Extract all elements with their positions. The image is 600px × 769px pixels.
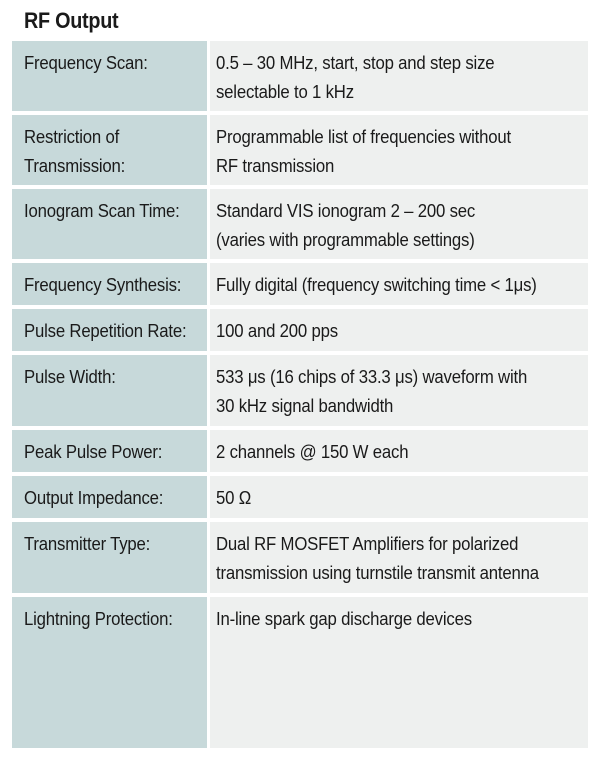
- spec-row-frequency-synthesis: [12, 263, 588, 305]
- spec-row-restriction-of-transmission: [12, 115, 588, 185]
- spec-row-pulse-width: [12, 355, 588, 426]
- spec-value: Fully digital (frequency switching time < 1μs): [210, 263, 588, 305]
- spec-label: Restriction of Transmission:: [12, 115, 207, 185]
- spec-value: In-line spark gap discharge devices: [210, 597, 588, 748]
- spec-label: Output Impedance:: [12, 476, 207, 518]
- spec-row-pulse-repetition-rate: [12, 309, 588, 351]
- spec-row-ionogram-scan-time: [12, 189, 588, 259]
- spec-label: Peak Pulse Power:: [12, 430, 207, 472]
- spec-row-peak-pulse-power: [12, 430, 588, 472]
- spec-label: Lightning Protection:: [12, 597, 207, 748]
- spec-label: Frequency Synthesis:: [12, 263, 207, 305]
- spec-value: 50 Ω: [210, 476, 588, 518]
- spec-label: Frequency Scan:: [12, 41, 207, 111]
- spec-row-output-impedance: [12, 476, 588, 518]
- section-title: RF Output: [24, 8, 119, 33]
- spec-value: 100 and 200 pps: [210, 309, 588, 351]
- spec-label: Pulse Width:: [12, 355, 207, 426]
- spec-row-transmitter-type: [12, 522, 588, 593]
- spec-value: Dual RF MOSFET Amplifiers for polarized transmission using turnstile transmit antenna: [210, 522, 588, 593]
- spec-value: Standard VIS ionogram 2 – 200 sec (varies with programmable settings): [210, 189, 588, 259]
- spec-value: Programmable list of frequencies without RF transmission: [210, 115, 588, 185]
- spec-label: Pulse Repetition Rate:: [12, 309, 207, 351]
- spec-value: 2 channels @ 150 W each: [210, 430, 588, 472]
- spec-table: [12, 41, 588, 748]
- spec-label: Transmitter Type:: [12, 522, 207, 593]
- spec-value: 0.5 – 30 MHz, start, stop and step size selectable to 1 kHz: [210, 41, 588, 111]
- spec-label: Ionogram Scan Time:: [12, 189, 207, 259]
- spec-value: 533 μs (16 chips of 33.3 μs) waveform with 30 kHz signal bandwidth: [210, 355, 588, 426]
- spec-row-lightning-protection: [12, 597, 588, 748]
- spec-row-frequency-scan: [12, 41, 588, 111]
